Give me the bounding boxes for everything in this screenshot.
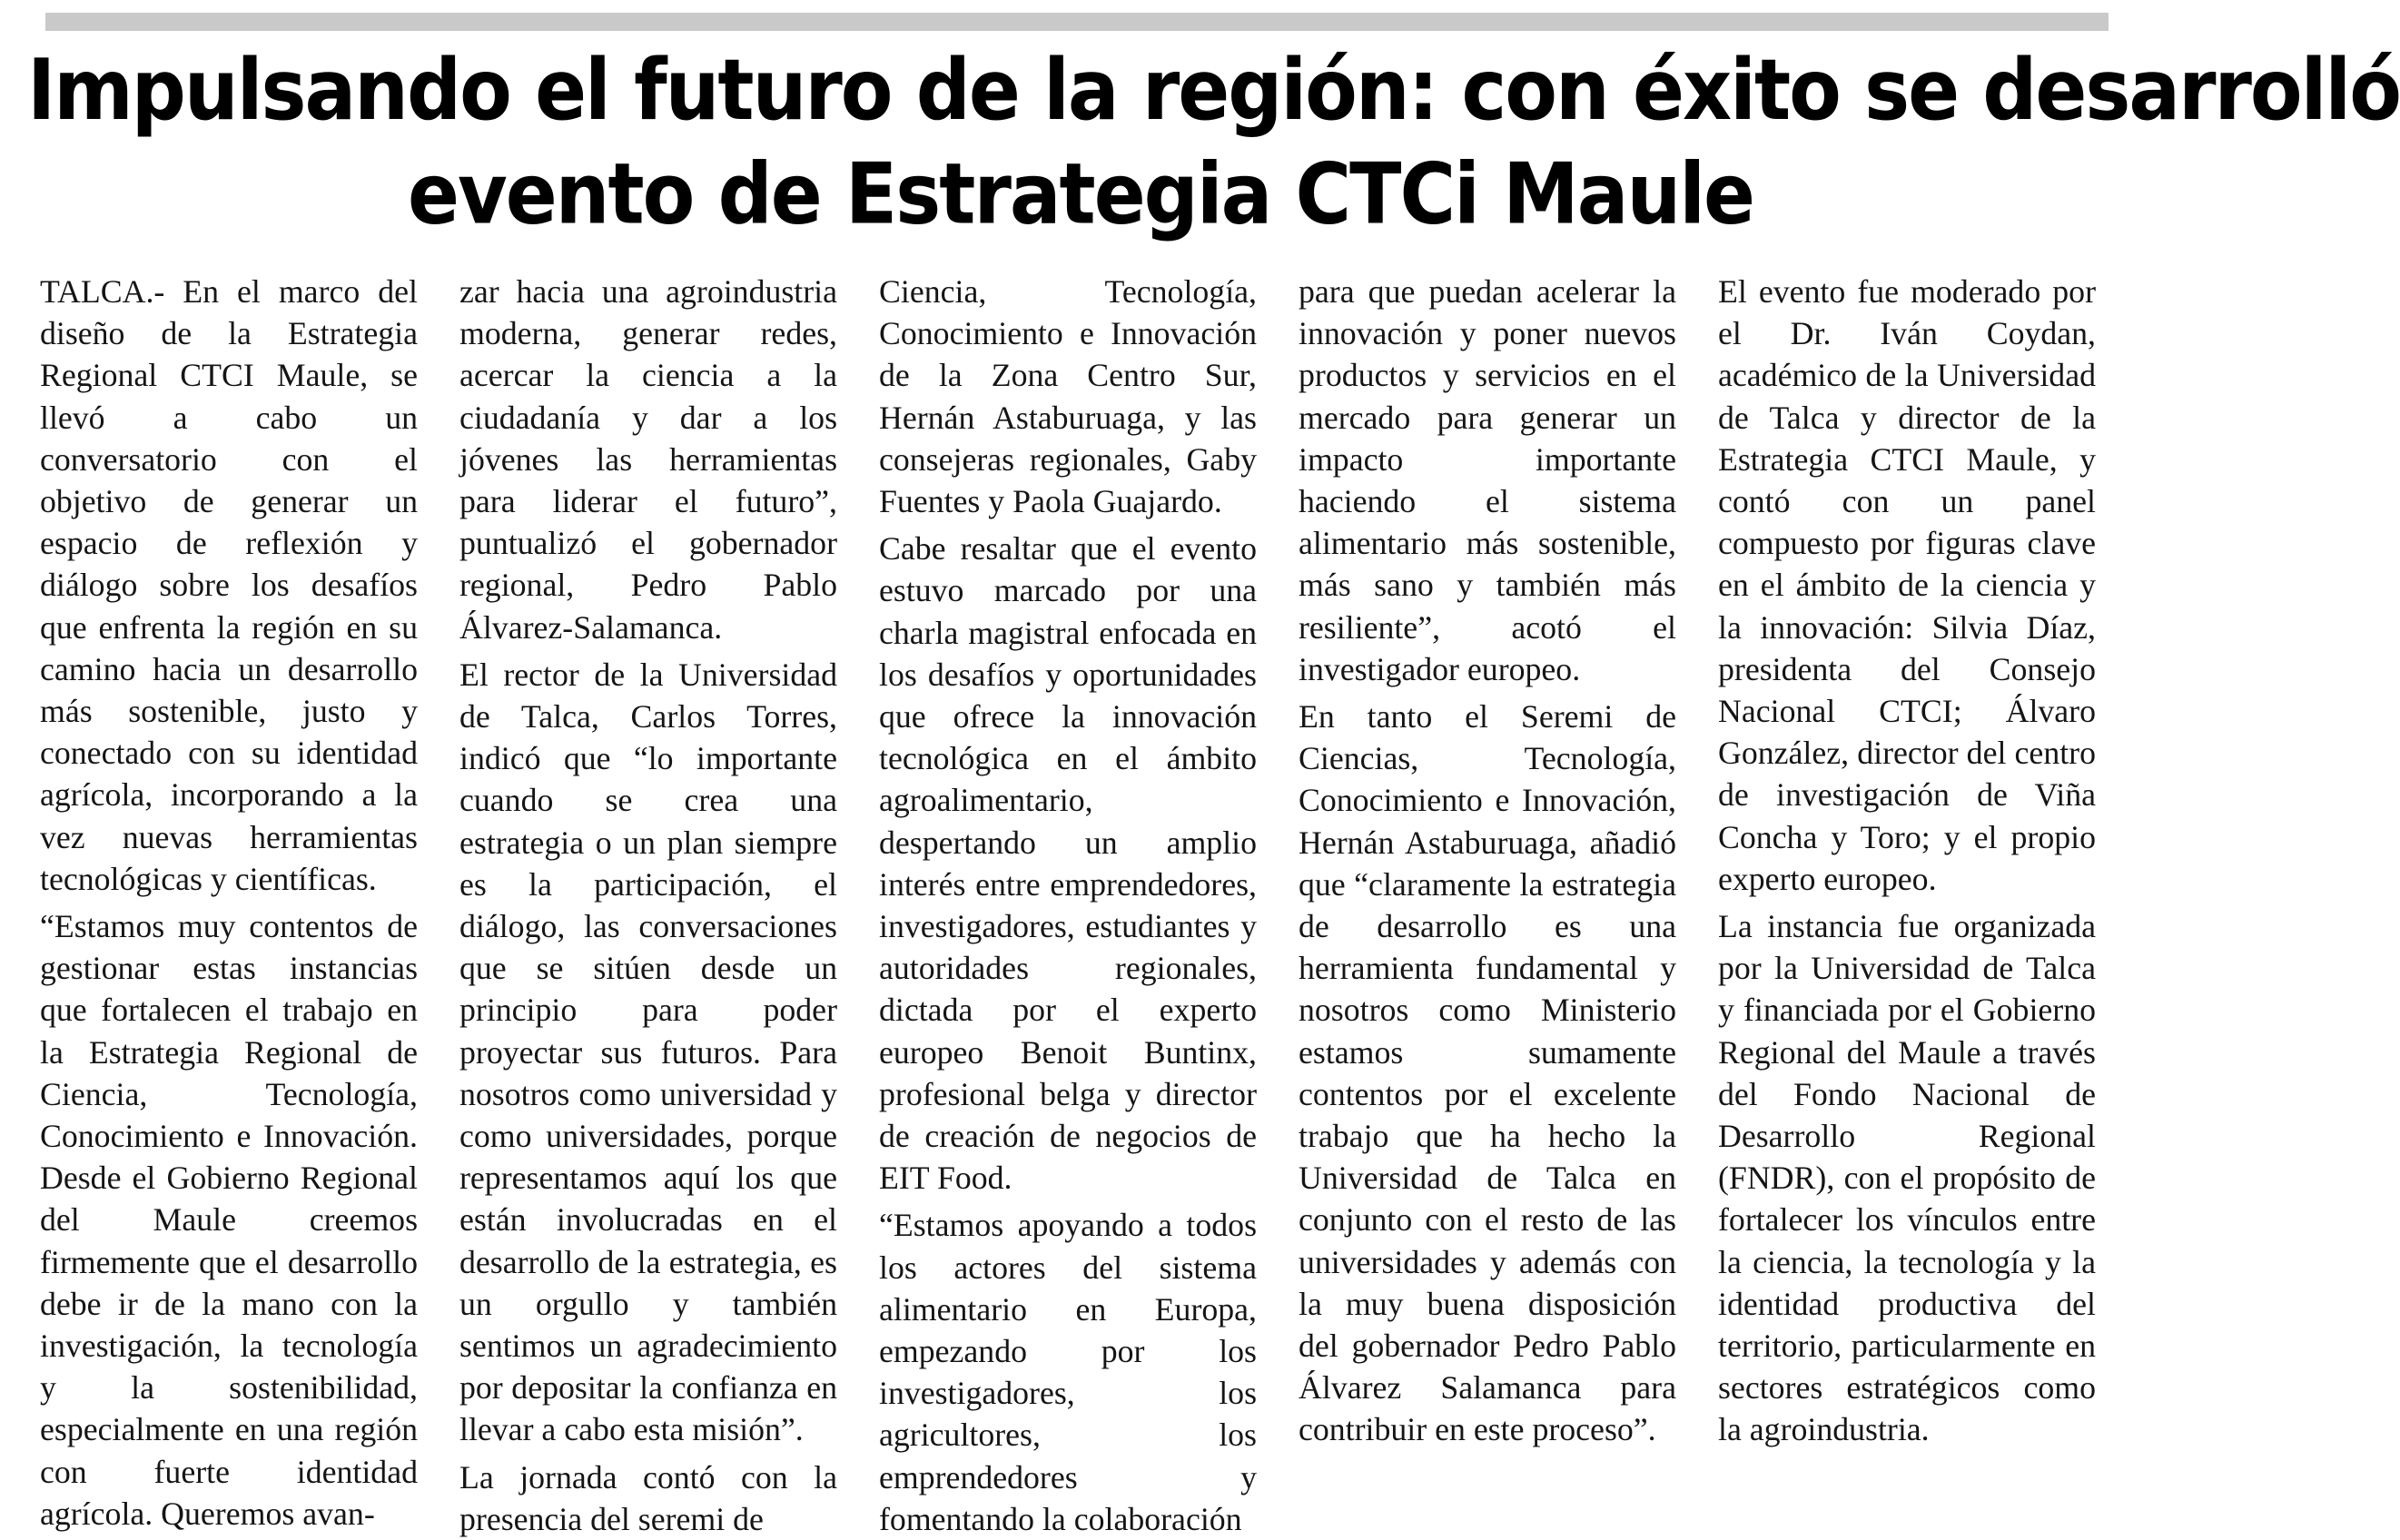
paragraph: “Estamos muy contentos de gestionar estas instancias que fortalecen el trabajo en la Estrategia Regional de Ciencia, Tecnología, Conocimiento e Innovación. Desde el Gobierno Regional del Maule creemos firmemente que el desarrollo debe ir de la mano con la investigación, la tecnología y la sostenibilidad, especialmente en una región con fuerte identidad agrícola. Queremos avan- bbox=[40, 908, 418, 1532]
headline-line-2: evento de Estrategia CTCi Maule bbox=[407, 144, 1754, 243]
paragraph: El rector de la Universidad de Talca, Carlos Torres, indicó que “lo importante cuando se crea una estrategia o un plan siempre es la participación, el diálogo, las conversaciones que se sitúen desde un principio para poder proyectar sus futuros. Para nosotros como universidad y como universidades, porque representamos aquí los que están involucradas en el desarrollo de la estrategia, es un orgullo y también sentimos un agradecimiento por depositar la confianza en llevar a cabo esta misión”. bbox=[459, 656, 837, 1448]
paragraph: El evento fue moderado por el Dr. Iván Coydan, académico de la Universidad de Talca y director de la Estrategia CTCI Maule, y contó con un panel compuesto por figuras clave en el ámbito de la ciencia y la innovación: Silvia Díaz, presidenta del Consejo Nacional CTCI; Álvaro González, director del centro de investigación de Viña Concha y Toro; y el propio experto europeo. bbox=[1718, 273, 2096, 897]
column-4 bbox=[1299, 271, 1676, 1516]
paragraph: zar hacia una agroindustria moderna, generar redes, acercar la ciencia a la ciudadanía y dar a los jóvenes las herramientas para liderar el futuro”, puntualizó el gobernador regional, Pedro Pablo Álvarez-Salamanca. bbox=[459, 273, 837, 646]
paragraph: Cabe resaltar que el evento estuvo marcado por una charla magistral enfocada en los desafíos y oportunidades que ofrece la innovación tecnológica en el ámbito agroalimentario, despertando un amplio interés entre emprendedores, investigadores, estudiantes y autoridades regionales, dictada por el experto europeo Benoit Buntinx, profesional belga y director de creación de negocios de EIT Food. bbox=[879, 530, 1257, 1197]
paragraph: La jornada contó con la presencia del seremi de bbox=[459, 1458, 837, 1537]
paragraph: para que puedan acelerar la innovación y poner nuevos productos y servicios en el mercado para generar un impacto importante haciendo el sistema alimentario más sostenible, más sano y también más resiliente”, acotó el investigador europeo. bbox=[1299, 273, 1676, 687]
column-1 bbox=[40, 271, 418, 1532]
paragraph: “Estamos apoyando a todos los actores del sistema alimentario en Europa, empezando por los investigadores, los agricultores, los emprendedores y fomentando la colaboración bbox=[879, 1207, 1257, 1537]
article-body bbox=[40, 271, 2096, 1537]
headline bbox=[27, 38, 2400, 246]
paragraph: TALCA.- En el marco del diseño de la Estrategia Regional CTCI Maule, se llevó a cabo un conversatorio con el objetivo de generar un espacio de reflexión y diálogo sobre los desafíos que enfrenta la región en su camino hacia un desarrollo más sostenible, justo y conectado con su identidad agrícola, incorporando a la vez nuevas herramientas tecnológicas y científicas. bbox=[40, 273, 418, 897]
top-rule bbox=[45, 13, 2109, 31]
headline-line-1: Impulsando el futuro de la región: con éxito se desarrolló bbox=[27, 41, 2400, 140]
column-2 bbox=[459, 271, 837, 1537]
paragraph: La instancia fue organizada por la Universidad de Talca y financiada por el Gobierno Regional del Maule a través del Fondo Nacional de Desarrollo Regional (FNDR), con el propósito de fortalecer los vínculos entre la ciencia, la tecnología y la identidad productiva del territorio, particularmente en sectores estratégicos como la agroindustria. bbox=[1718, 908, 2096, 1448]
column-5 bbox=[1718, 271, 2096, 1516]
paragraph: Ciencia, Tecnología, Conocimiento e Innovación de la Zona Centro Sur, Hernán Astaburuaga, y las consejeras regionales, Gaby Fuentes y Paola Guajardo. bbox=[879, 273, 1257, 520]
column-3 bbox=[879, 271, 1257, 1537]
paragraph: En tanto el Seremi de Ciencias, Tecnología, Conocimiento e Innovación, Hernán Astaburuaga, añadió que “claramente la estrategia de desarrollo es una herramienta fundamental y nosotros como Ministerio estamos sumamente contentos por el excelente trabajo que ha hecho la Universidad de Talca en conjunto con el resto de las universidades y además con la muy buena disposición del gobernador Pedro Pablo Álvarez Salamanca para contribuir en este proceso”. bbox=[1299, 698, 1676, 1448]
